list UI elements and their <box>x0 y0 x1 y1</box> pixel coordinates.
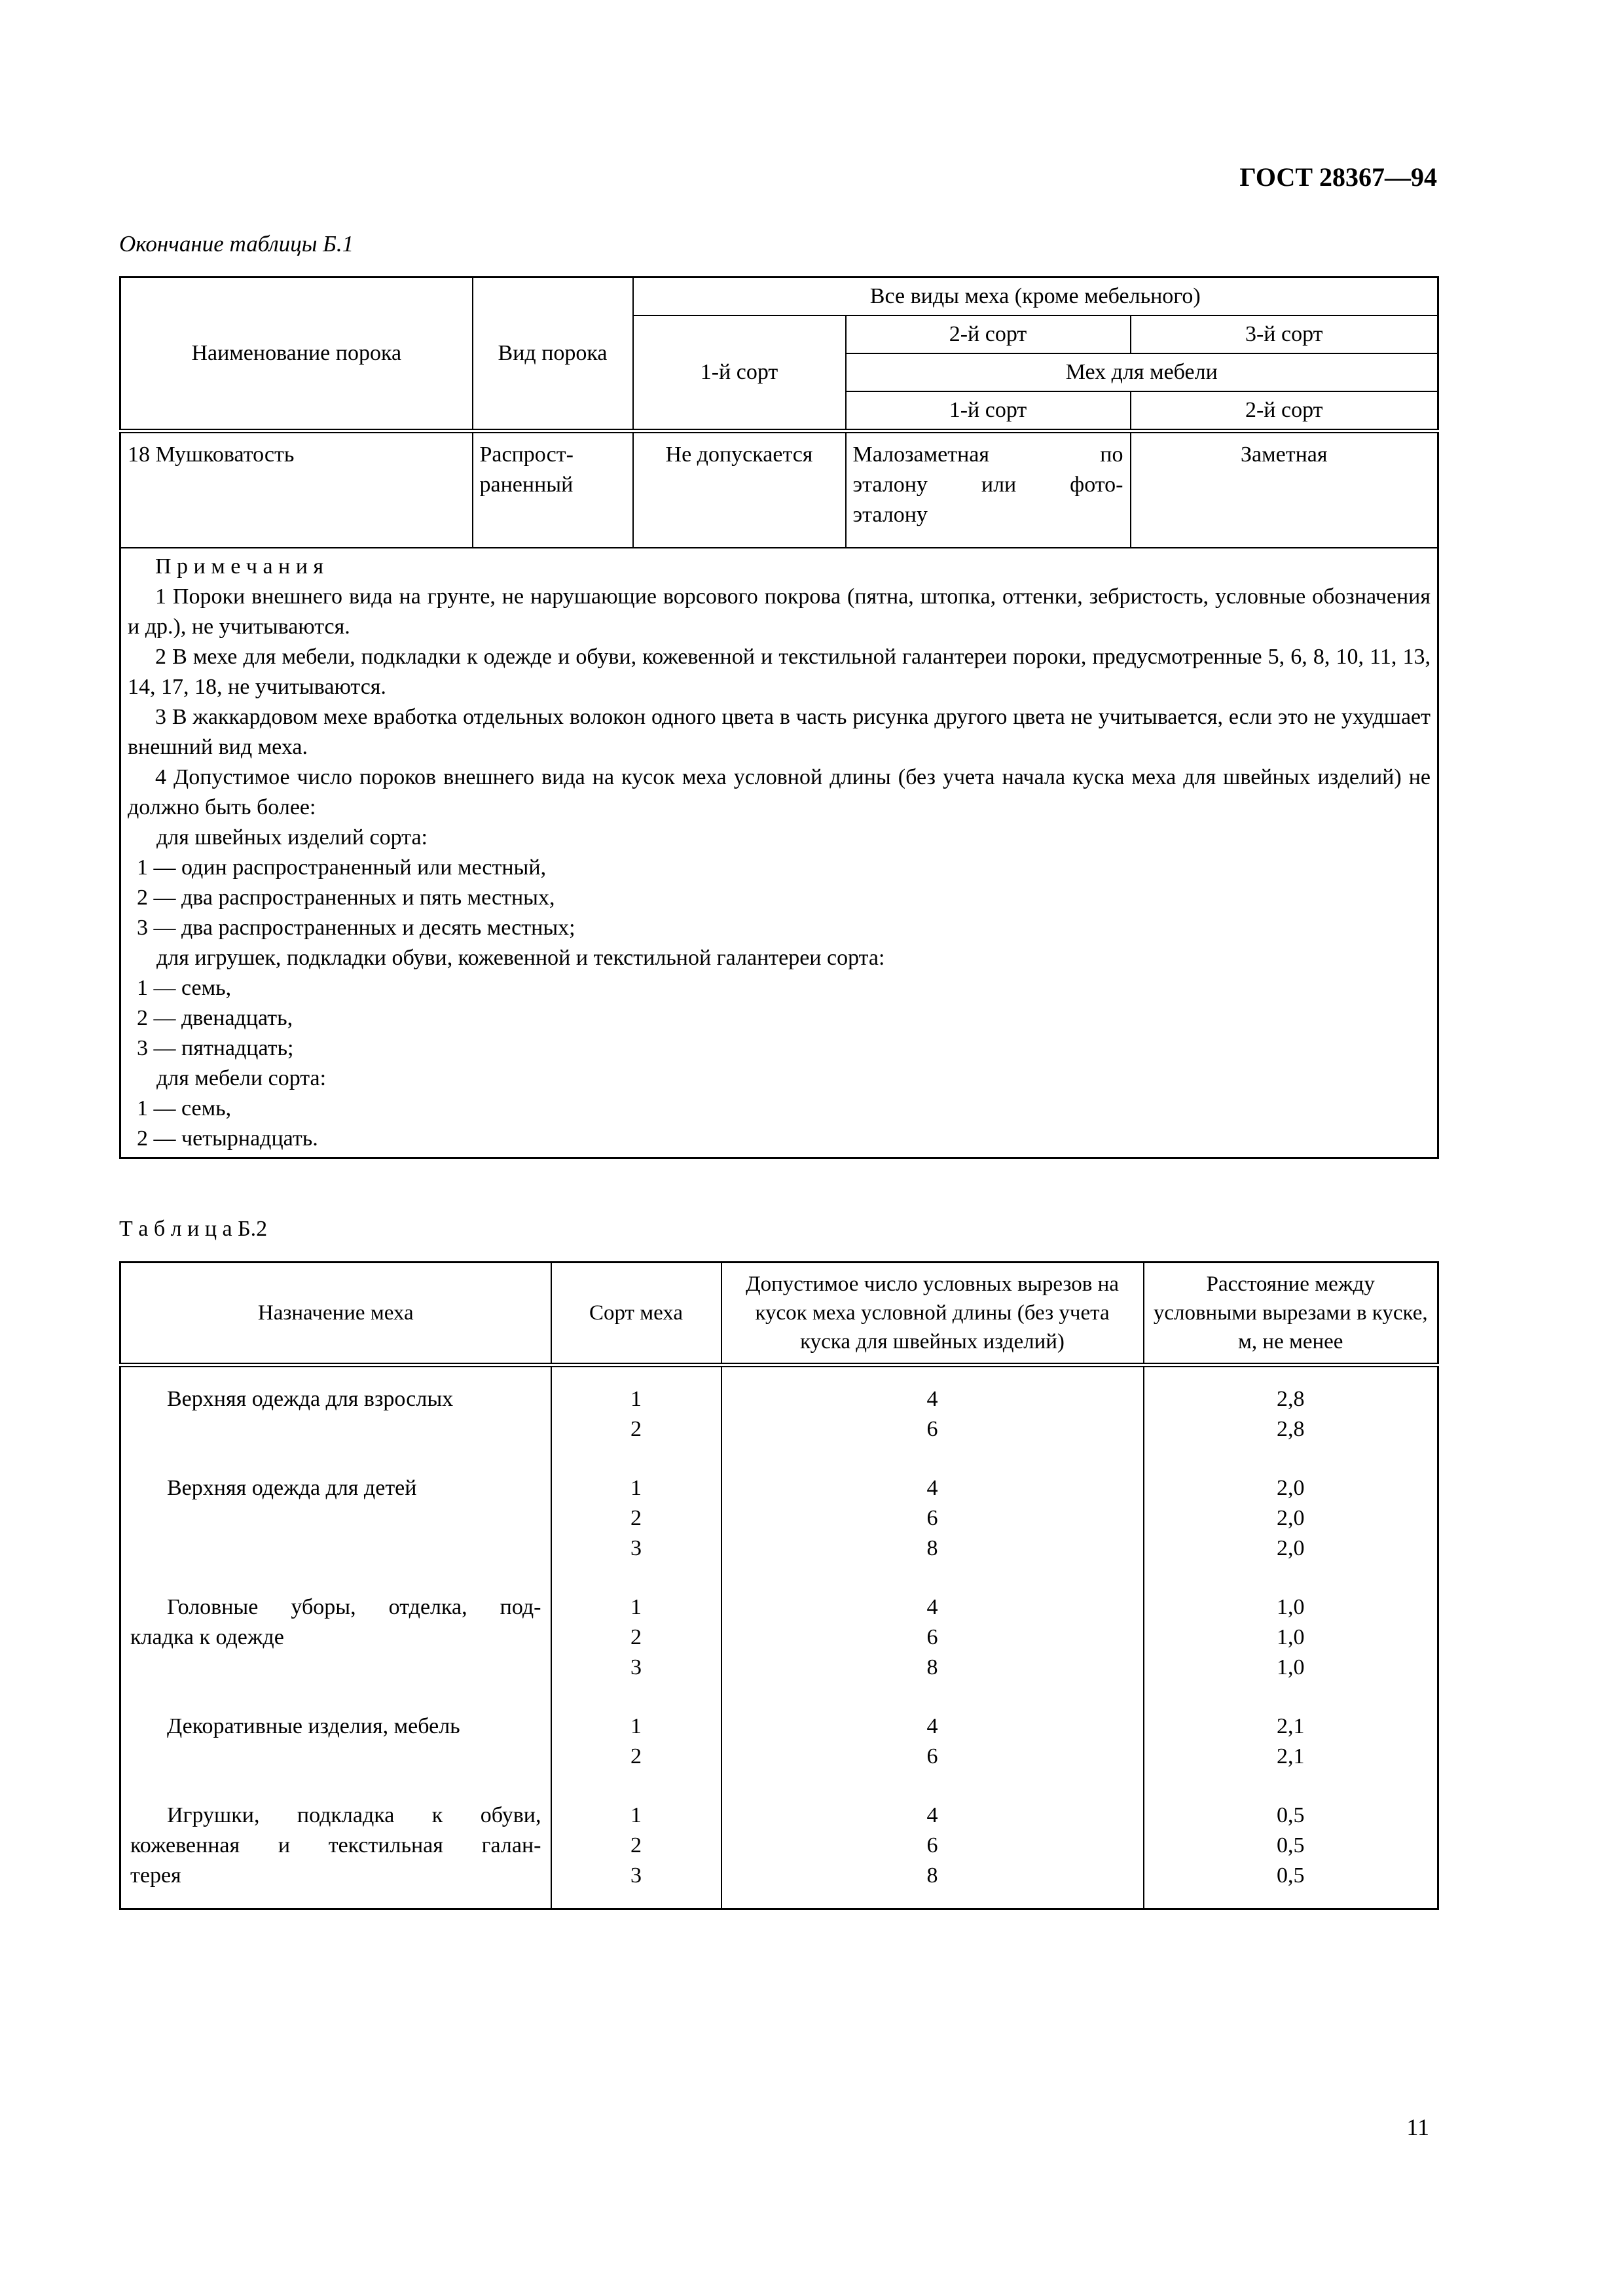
table-b1-header-row-1 <box>120 278 1438 316</box>
note-line: 2 — четырнадцать. <box>137 1126 318 1151</box>
note-line: для игрушек, подкладки обуви, кожевенной и текстильной галантереи сорта: <box>156 946 885 970</box>
cell-sorts <box>551 1365 721 1474</box>
note-line: для мебели сорта: <box>156 1066 327 1090</box>
note-paragraph: 2 В мехе для мебели, подкладки к одежде и обуви, кожевенной и текстильной галантереи пороки, предусмотренные 5, 6, 8, 10, 11, 13, 14, 17, 18, не учитываются. <box>128 645 1431 699</box>
notes-row <box>120 548 1438 1158</box>
note-line: 2 — двенадцать, <box>137 1006 293 1030</box>
sort2-line: эталону <box>852 503 928 527</box>
cuts-value: 6 <box>926 1625 938 1649</box>
note-line: 1 — семь, <box>137 1096 232 1121</box>
table-b2 <box>119 1261 1439 1910</box>
cell-cuts <box>721 1712 1144 1801</box>
data-cell-defect-kind <box>473 431 633 548</box>
sort-value: 1 <box>630 1595 642 1619</box>
header-cell-furniture-sort1: 1-й сорт <box>846 391 1131 431</box>
table-row <box>120 1365 1438 1474</box>
cell-purpose <box>120 1712 551 1801</box>
cuts-value: 6 <box>926 1833 938 1857</box>
note-line: 1 — семь, <box>137 976 232 1000</box>
table-b1 <box>119 276 1439 1159</box>
purpose-line: Верхняя одежда для детей <box>167 1476 417 1500</box>
sort-value: 1 <box>630 1476 642 1500</box>
note-line: 3 — два распространенных и десять местных; <box>137 916 575 940</box>
purpose-line: кожевенная и текстильная галан- <box>130 1833 541 1857</box>
cell-distance <box>1144 1712 1438 1801</box>
cell-distance <box>1144 1473 1438 1592</box>
cell-distance <box>1144 1592 1438 1712</box>
sort-value: 2 <box>630 1417 642 1441</box>
cuts-value: 8 <box>926 1655 938 1679</box>
sort-value: 1 <box>630 1387 642 1411</box>
cuts-value: 8 <box>926 1863 938 1888</box>
cell-cuts <box>721 1365 1144 1474</box>
note-paragraph: 3 В жаккардовом мехе вработка отдельных волокон одного цвета в часть рисунка другого цвета не учитывается, если это не ухудшает внешний вид меха. <box>128 705 1431 759</box>
sort-value: 2 <box>630 1744 642 1768</box>
data-cell-sort2 <box>846 431 1131 548</box>
purpose-line: Игрушки, подкладка к обуви, <box>167 1803 541 1827</box>
header-cell-distance: Расстояние между условными вырезами в куске, м, не менее <box>1144 1263 1438 1365</box>
sort-value: 2 <box>630 1833 642 1857</box>
sort-value: 1 <box>630 1803 642 1827</box>
cuts-value: 4 <box>926 1387 938 1411</box>
cell-cuts <box>721 1801 1144 1909</box>
distance-value: 2,0 <box>1277 1536 1305 1560</box>
cell-purpose <box>120 1801 551 1909</box>
cell-purpose <box>120 1473 551 1592</box>
defect-kind-line: Распрост- <box>479 442 574 467</box>
page-number: 11 <box>1406 2114 1429 2140</box>
cuts-value: 6 <box>926 1506 938 1530</box>
cell-distance <box>1144 1365 1438 1474</box>
purpose-line: Декоративные изделия, мебель <box>167 1714 460 1738</box>
distance-value: 1,0 <box>1277 1625 1305 1649</box>
sort-value: 2 <box>630 1506 642 1530</box>
cuts-value: 4 <box>926 1803 938 1827</box>
distance-value: 2,1 <box>1277 1744 1305 1768</box>
table-b1-caption: Окончание таблицы Б.1 <box>119 231 354 257</box>
cell-purpose <box>120 1365 551 1474</box>
table-b2-caption: Т а б л и ц а Б.2 <box>119 1217 268 1241</box>
notes-title: П р и м е ч а н и я <box>155 554 324 579</box>
note-line: 3 — пятнадцать; <box>137 1036 294 1060</box>
notes-block <box>120 548 1438 1158</box>
cell-cuts <box>721 1592 1144 1712</box>
cell-sorts <box>551 1592 721 1712</box>
data-cell-sort1: Не допускается <box>633 431 846 548</box>
note-line: 1 — один распространенный или местный, <box>137 855 547 880</box>
table-row <box>120 1592 1438 1712</box>
header-cell-sort2: 2-й сорт <box>846 315 1131 353</box>
cell-sorts <box>551 1801 721 1909</box>
purpose-line: Верхняя одежда для взрослых <box>167 1387 454 1411</box>
cell-purpose <box>120 1592 551 1712</box>
distance-value: 0,5 <box>1277 1803 1305 1827</box>
cuts-value: 4 <box>926 1476 938 1500</box>
purpose-line: кладка к одежде <box>130 1625 284 1649</box>
cuts-value: 6 <box>926 1417 938 1441</box>
cuts-value: 6 <box>926 1744 938 1768</box>
header-cell-sort1: 1-й сорт <box>633 315 846 431</box>
distance-value: 2,0 <box>1277 1476 1305 1500</box>
defect-kind-line: раненный <box>479 473 574 497</box>
table-row <box>120 1801 1438 1909</box>
header-cell-furniture: Мех для мебели <box>846 353 1438 391</box>
note-line: 2 — два распространенных и пять местных, <box>137 886 555 910</box>
purpose-line: Головные уборы, отделка, под- <box>167 1595 541 1619</box>
cuts-value: 4 <box>926 1595 938 1619</box>
cell-sorts <box>551 1712 721 1801</box>
table-row <box>120 1473 1438 1592</box>
doc-code: ГОСТ 28367—94 <box>1239 162 1437 192</box>
distance-value: 0,5 <box>1277 1833 1305 1857</box>
header-cell-furniture-sort2: 2-й сорт <box>1131 391 1438 431</box>
note-line: для швейных изделий сорта: <box>156 825 428 850</box>
header-cell-cuts: Допустимое число условных вырезов на кусок меха условной длины (без учета куска для швейных изделий) <box>721 1263 1144 1365</box>
distance-value: 2,8 <box>1277 1387 1305 1411</box>
header-cell-sort: Сорт меха <box>551 1263 721 1365</box>
header-cell-purpose: Назначение меха <box>120 1263 551 1365</box>
sort-value: 2 <box>630 1625 642 1649</box>
purpose-line: терея <box>130 1863 181 1888</box>
distance-value: 2,8 <box>1277 1417 1305 1441</box>
cell-distance <box>1144 1801 1438 1909</box>
distance-value: 2,0 <box>1277 1506 1305 1530</box>
sort2-line: Малозаметная по <box>852 442 1123 467</box>
table-row <box>120 1712 1438 1801</box>
note-paragraph: 1 Пороки внешнего вида на грунте, не нарушающие ворсового покрова (пятна, штопка, оттенки, зебристость, условные обозначения и др.), не учитываются. <box>128 584 1431 639</box>
sort-value: 1 <box>630 1714 642 1738</box>
header-cell-sort3: 3-й сорт <box>1131 315 1438 353</box>
sort-value: 3 <box>630 1863 642 1888</box>
distance-value: 1,0 <box>1277 1655 1305 1679</box>
data-cell-sort3: Заметная <box>1131 431 1438 548</box>
cuts-value: 8 <box>926 1536 938 1560</box>
distance-value: 0,5 <box>1277 1863 1305 1888</box>
cell-sorts <box>551 1473 721 1592</box>
data-cell-defect-name: 18 Мушковатость <box>120 431 473 548</box>
cell-cuts <box>721 1473 1144 1592</box>
table-row <box>120 431 1438 548</box>
note-paragraph: 4 Допустимое число пороков внешнего вида на кусок меха условной длины (без учета начала куска меха для швейных изделий) не должно быть более: <box>128 765 1431 819</box>
header-cell-all-fur: Все виды меха (кроме мебельного) <box>633 278 1438 316</box>
distance-value: 2,1 <box>1277 1714 1305 1738</box>
header-cell-name: Наименование порока <box>120 278 473 431</box>
cuts-value: 4 <box>926 1714 938 1738</box>
header-cell-kind: Вид порока <box>473 278 633 431</box>
sort-value: 3 <box>630 1655 642 1679</box>
table-b2-header-row <box>120 1263 1438 1365</box>
sort-value: 3 <box>630 1536 642 1560</box>
sort2-line: эталону или фото- <box>852 473 1123 497</box>
distance-value: 1,0 <box>1277 1595 1305 1619</box>
